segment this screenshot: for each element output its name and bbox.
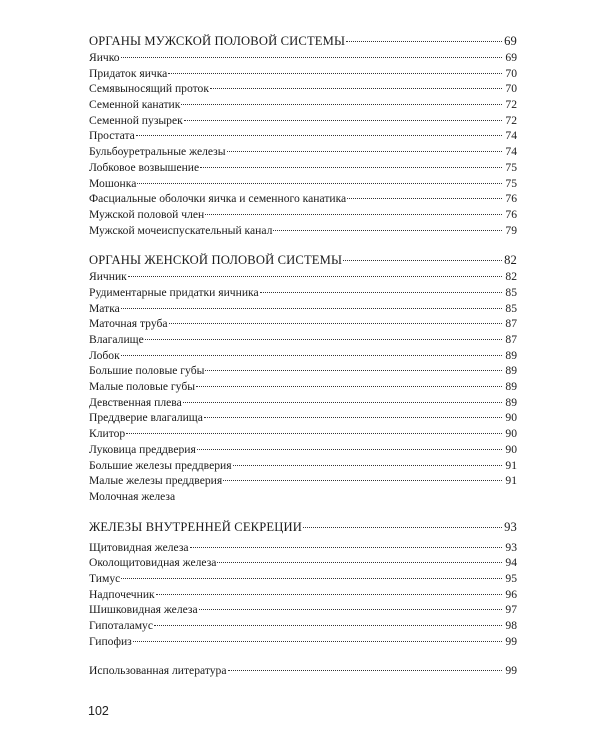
toc-entry-page: 89 xyxy=(505,364,517,378)
dot-leader xyxy=(217,562,502,563)
toc-entry-label: Луковица преддверия xyxy=(89,442,196,456)
toc-entry-label: ОРГАНЫ ЖЕНСКОЙ ПОЛОВОЙ СИСТЕМЫ xyxy=(89,253,343,268)
toc-entry-label: Бульбоуретральные железы xyxy=(89,145,226,159)
toc-entry-page: 82 xyxy=(505,270,517,284)
dot-leader xyxy=(196,386,502,387)
dot-leader xyxy=(205,214,502,215)
toc-entry-label: Мужской мочеиспускательный канал xyxy=(89,223,273,237)
toc-entry-label: Лобковое возвышение xyxy=(89,160,200,174)
toc-entry-page: 93 xyxy=(505,540,517,554)
toc-entry xyxy=(89,144,517,160)
dot-leader xyxy=(346,41,502,42)
toc-entry xyxy=(89,363,517,379)
toc-entry xyxy=(89,410,517,426)
toc-entry-page: 72 xyxy=(505,98,517,112)
dot-leader xyxy=(273,230,502,231)
toc-entry-label: Шишковидная железа xyxy=(89,603,198,617)
dot-leader xyxy=(128,276,502,277)
toc-entry-page: 99 xyxy=(505,634,517,648)
toc-entry-label: Фасциальные оболочки яичка и семенного канатика xyxy=(89,192,347,206)
toc-entry-label: Околощитовидная железа xyxy=(89,556,217,570)
table-of-contents xyxy=(89,33,517,693)
toc-entry xyxy=(89,332,517,348)
toc-entry-page: 74 xyxy=(505,129,517,143)
toc-entry xyxy=(89,160,517,176)
toc-entry xyxy=(89,602,517,618)
toc-entry-label: Малые половые губы xyxy=(89,380,196,394)
dot-leader xyxy=(210,88,502,89)
toc-entry-page: 85 xyxy=(505,301,517,315)
toc-entry xyxy=(89,128,517,144)
toc-entry xyxy=(89,316,517,332)
section-endocrine-glands xyxy=(89,519,517,650)
toc-entry xyxy=(89,348,517,364)
toc-entry-page: 76 xyxy=(505,207,517,221)
toc-entry-label: Молочная железа xyxy=(89,489,176,503)
toc-entry-label: Малые железы преддверия xyxy=(89,474,223,488)
toc-entry-page: 94 xyxy=(505,556,517,570)
toc-entry-label: Использованная литература xyxy=(89,664,227,678)
toc-entry-page: 91 xyxy=(505,458,517,472)
toc-entry xyxy=(89,587,517,603)
dot-leader xyxy=(199,609,502,610)
toc-entry-page: 99 xyxy=(505,664,517,678)
dot-leader xyxy=(181,104,502,105)
toc-entry xyxy=(89,50,517,66)
toc-entry-label: Семенной канатик xyxy=(89,98,181,112)
toc-entry-label: Надпочечник xyxy=(89,587,155,601)
dot-leader xyxy=(223,480,502,481)
toc-entry-page: 75 xyxy=(505,160,517,174)
dot-leader xyxy=(347,198,502,199)
toc-entry-label: Большие железы преддверия xyxy=(89,458,232,472)
toc-entry xyxy=(89,301,517,317)
toc-entry xyxy=(89,223,517,239)
toc-entry-page: 85 xyxy=(505,285,517,299)
dot-leader xyxy=(121,308,502,309)
toc-entry-page: 90 xyxy=(505,411,517,425)
dot-leader xyxy=(303,527,502,528)
dot-leader xyxy=(136,135,502,136)
toc-entry-page: 70 xyxy=(505,82,517,96)
toc-entry-label: Гипоталамус xyxy=(89,619,153,632)
toc-entry-label: Мужской половой член xyxy=(89,207,205,221)
toc-entry-page: 87 xyxy=(505,333,517,346)
toc-entry xyxy=(89,540,517,556)
dot-leader xyxy=(121,57,502,58)
toc-entry xyxy=(89,285,517,301)
toc-entry-page: 89 xyxy=(505,395,517,409)
section-heading xyxy=(89,33,517,50)
toc-entry-label: Яичник xyxy=(89,270,127,284)
dot-leader xyxy=(168,73,502,74)
toc-entry xyxy=(89,379,517,395)
toc-entry-label: Рудиментарные придатки яичника xyxy=(89,285,259,299)
dot-leader xyxy=(343,260,502,261)
toc-entry-label: Тимус xyxy=(89,571,121,585)
toc-entry-page: 72 xyxy=(505,113,517,127)
toc-entry-page: 69 xyxy=(504,34,517,48)
toc-entry-label: Девственная плева xyxy=(89,395,182,409)
toc-entry-page: 93 xyxy=(504,519,517,534)
toc-entry-page: 90 xyxy=(505,427,517,441)
toc-entry-page: 90 xyxy=(505,442,517,456)
section-references xyxy=(89,663,517,679)
toc-entry-page: 97 xyxy=(505,603,517,617)
toc-entry-label: Матка xyxy=(89,301,120,315)
toc-entry-page: 87 xyxy=(505,317,517,331)
toc-entry-label: ОРГАНЫ МУЖСКОЙ ПОЛОВОЙ СИСТЕМЫ xyxy=(89,34,346,48)
toc-entry xyxy=(89,66,517,82)
toc-entry-page: 69 xyxy=(505,51,517,64)
dot-leader xyxy=(205,370,502,371)
toc-entry-page: 96 xyxy=(505,587,517,601)
toc-entry-references xyxy=(89,663,517,679)
section-female-organs xyxy=(89,252,517,504)
toc-entry-label: Влагалище xyxy=(89,333,144,346)
dot-leader xyxy=(204,417,502,418)
toc-entry-page: 76 xyxy=(505,192,517,206)
dot-leader xyxy=(121,578,502,579)
toc-entry-page: 74 xyxy=(505,145,517,159)
toc-entry xyxy=(89,97,517,113)
dot-leader xyxy=(197,449,502,450)
toc-entry xyxy=(89,442,517,458)
toc-entry xyxy=(89,571,517,587)
dot-leader xyxy=(184,120,502,121)
dot-leader xyxy=(154,625,502,626)
toc-entry xyxy=(89,207,517,223)
toc-entry-label: Семявыносящий проток xyxy=(89,82,209,96)
toc-entry-page: 89 xyxy=(505,380,517,394)
dot-leader xyxy=(145,339,502,340)
dot-leader xyxy=(121,355,502,356)
toc-entry-page: 75 xyxy=(505,176,517,190)
toc-entry xyxy=(89,191,517,207)
toc-entry-page: 95 xyxy=(505,571,517,585)
toc-entry xyxy=(89,426,517,442)
toc-entry-page: 82 xyxy=(504,253,517,268)
toc-entry-label: Мошонка xyxy=(89,176,137,190)
toc-entry-label: Маточная труба xyxy=(89,317,168,331)
toc-entry xyxy=(89,81,517,97)
toc-entry-label: Семенной пузырек xyxy=(89,113,183,127)
page-number: 102 xyxy=(88,704,109,718)
toc-entry-label: Придаток яичка xyxy=(89,66,168,80)
dot-leader xyxy=(190,547,502,548)
toc-entry-page: 79 xyxy=(505,223,517,237)
dot-leader xyxy=(169,323,502,324)
dot-leader xyxy=(137,183,502,184)
toc-entry-page: 91 xyxy=(505,474,517,488)
toc-entry-label: Большие половые губы xyxy=(89,364,205,378)
toc-entry-label: ЖЕЛЕЗЫ ВНУТРЕННЕЙ СЕКРЕЦИИ xyxy=(89,519,302,534)
dot-leader xyxy=(200,167,502,168)
dot-leader xyxy=(228,670,503,671)
dot-leader xyxy=(260,292,502,293)
toc-entry-label: Лобок xyxy=(89,348,120,362)
dot-leader xyxy=(156,594,502,595)
toc-entry xyxy=(89,555,517,571)
toc-entry-label: Преддверие влагалища xyxy=(89,411,203,425)
toc-entry xyxy=(89,458,517,474)
dot-leader xyxy=(126,433,502,434)
toc-entry xyxy=(89,618,517,634)
section-male-organs xyxy=(89,33,517,238)
toc-entry-label: Щитовидная железа xyxy=(89,540,189,554)
dot-leader xyxy=(227,151,502,152)
toc-entry xyxy=(89,634,517,650)
section-heading xyxy=(89,252,517,269)
toc-entry-page: 70 xyxy=(505,66,517,80)
toc-entry xyxy=(89,489,517,505)
toc-entry-label: Клитор xyxy=(89,427,126,441)
toc-entry xyxy=(89,269,517,285)
section-heading xyxy=(89,519,517,536)
toc-entry-label: Яичко xyxy=(89,51,120,64)
dot-leader xyxy=(183,402,502,403)
toc-entry xyxy=(89,176,517,192)
dot-leader xyxy=(133,641,502,642)
toc-entry-page: 98 xyxy=(505,619,517,632)
toc-entry xyxy=(89,113,517,129)
toc-entry-page: 89 xyxy=(505,348,517,362)
toc-entry-label: Простата xyxy=(89,129,135,143)
toc-entry xyxy=(89,395,517,411)
dot-leader xyxy=(233,465,502,466)
toc-entry xyxy=(89,473,517,489)
toc-entry-label: Гипофиз xyxy=(89,634,132,648)
